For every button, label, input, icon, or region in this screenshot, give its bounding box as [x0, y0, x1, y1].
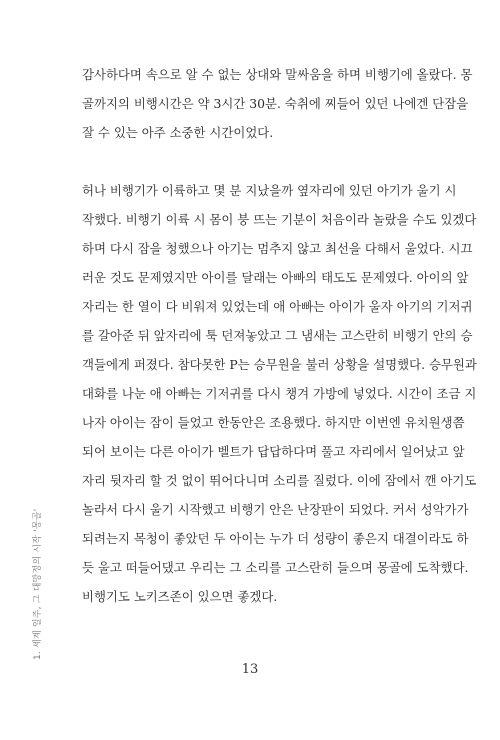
body-text-line: 듯 울고 떠들어댔고 우리는 그 소리를 고스란히 들으며 몽골에 도착했다.: [82, 560, 469, 575]
body-text-line: 감사하다며 속으로 알 수 없는 상대와 말싸움을 하며 비행기에 올랐다. 몽: [82, 67, 473, 82]
body-text-line: 놀라서 다시 울기 시작했고 비행기 안은 난장판이 되었다. 커서 성악가가: [82, 502, 469, 517]
body-text-line: 자리 뒷자리 할 것 없이 뛰어다니며 소리를 질렀다. 이에 잠에서 깬 아기도: [82, 473, 477, 488]
body-text-line: 잘 수 있는 아주 소중한 시간이었다.: [82, 125, 274, 140]
body-text-line: 비행기도 노키즈존이 있으면 좋겠다.: [82, 589, 278, 604]
body-text-line: 작했다. 비행기 이륙 시 몸이 붕 뜨는 기분이 처음이라 놀랐을 수도 있겠다: [82, 212, 477, 227]
body-text-line: 러운 것도 문제였지만 아이를 달래는 아빠의 태도도 문제였다. 아이의 앞: [82, 270, 469, 285]
running-head-text: 1. 세계 일주, 그 대망정의 시작 '몽골': [33, 508, 43, 660]
body-text-line: 되려는지 목청이 좋았던 두 아이는 누가 더 성량이 좋은지 대결이라도 하: [82, 531, 469, 546]
body-text-line: 골까지의 비행시간은 약 3시간 30분. 숙취에 찌들어 있던 나에겐 단잠을: [82, 96, 469, 111]
body-text-line: 를 갈아준 뒤 앞자리에 툭 던져놓았고 그 냄새는 고스란히 비행기 안의 승: [82, 328, 473, 343]
body-text-line: 객들에게 퍼졌다. 참다못한 P는 승무원을 불러 상황을 설명했다. 승무원과: [82, 357, 477, 372]
body-text-line: 하며 다시 잠을 청했으나 아기는 멈추지 않고 최선을 다해서 울었다. 시끄: [82, 241, 473, 256]
running-head: [30, 490, 46, 660]
body-text-line: 허나 비행기가 이륙하고 몇 분 지났을까 옆자리에 있던 아기가 울기 시: [82, 183, 457, 198]
body-text-line: 대화를 나눈 애 아빠는 기저귀를 다시 챙겨 가방에 넣었다. 시간이 조금 지: [82, 386, 477, 401]
page-number: 13: [241, 662, 259, 677]
body-text-line: 되어 보이는 다른 아이가 벨트가 답답하다며 풀고 자리에서 일어났고 앞: [82, 444, 465, 459]
body-text-line: 자리는 한 열이 다 비워져 있었는데 애 아빠는 아이가 울자 아기의 기저귀: [82, 299, 473, 314]
body-text-line: 나자 아이는 잠이 들었고 한동안은 조용했다. 하지만 이번엔 유치원생쯤: [82, 415, 465, 430]
